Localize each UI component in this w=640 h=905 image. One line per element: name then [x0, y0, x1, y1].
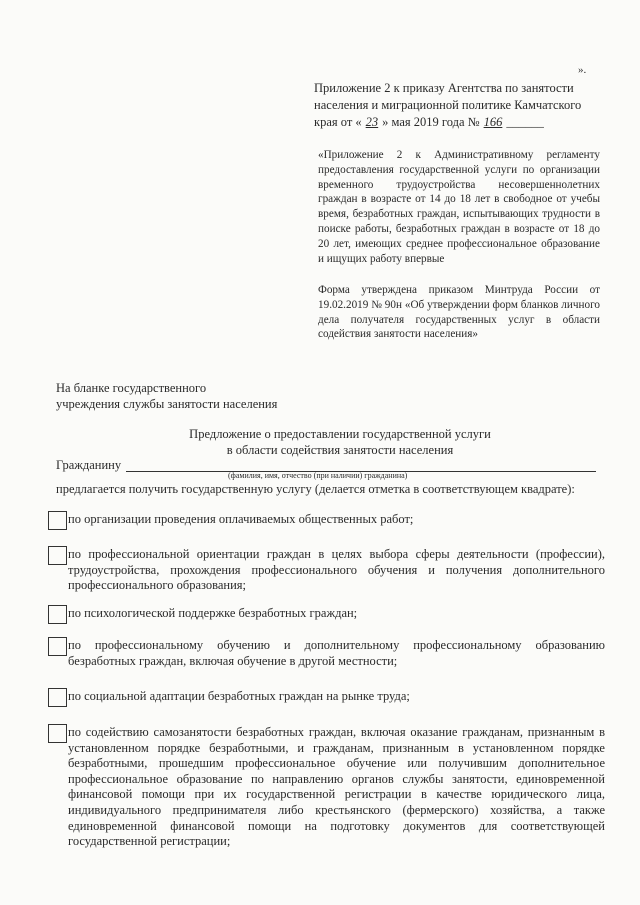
appendix-date-prefix: края от «	[314, 115, 362, 129]
option-checkbox[interactable]	[48, 724, 67, 743]
offer-instruction: предлагается получить государственную услугу (делается отметка в соответствующем квадрате):	[56, 482, 575, 496]
option-checkbox[interactable]	[48, 546, 67, 565]
form-approval-note: Форма утверждена приказом Минтруда России от 19.02.2019 № 90н «Об утверждении форм бланков личного дела получателя государственных услуг в области содействия занятости населения»	[318, 284, 600, 341]
closing-quote-mark: ».	[578, 64, 587, 76]
appendix-line-1: Приложение 2 к приказу Агентства по занятости	[314, 81, 574, 95]
appendix-header	[314, 80, 606, 131]
option-text: по содействию самозанятости безработных граждан, включая оказание гражданам, признанным в установленном порядке безработными, и гражданам, признанным в установленном порядке безработными, прошедшим профессиональное обучение или получившим дополнительное профессиональное образование по направлению органов службы занятости, единовременной финансовой помощи при их государственной регистрации в качестве юридического лица, индивидуального предпринимателя либо крестьянского (фермерского) хозяйства, а также единовременной финансовой помощи на подготовку документов для соответствующей государственной регистрации;	[68, 725, 605, 849]
appendix-day-handwritten: 23	[365, 115, 379, 129]
option-checkbox[interactable]	[48, 688, 67, 707]
appendix-line-3	[314, 114, 606, 131]
document-title-line-2: в области содействия занятости населения	[226, 443, 454, 457]
document-title	[100, 426, 580, 458]
regulation-reference: «Приложение 2 к Административному регламенту предоставления государственной услуги по организации временного трудоустройства несовершеннолетних граждан в возрасте от 14 до 18 лет в свободное от учебы время, безработных граждан, испытывающих трудности в поиске работы, безработных граждан в возрасте от 18 до 20 лет, имеющих среднее профессиональное образование и ищущих работу впервые	[318, 149, 600, 265]
option-checkbox[interactable]	[48, 605, 67, 624]
letterhead-note	[56, 380, 277, 412]
citizen-label: Гражданину	[56, 458, 122, 472]
appendix-line-2: населения и миграционной политике Камчатского	[314, 98, 582, 112]
citizen-field-hint: (фамилия, имя, отчество (при наличии) гражданина)	[228, 471, 408, 480]
option-checkbox[interactable]	[48, 511, 67, 530]
option-text: по профессиональной ориентации граждан в целях выбора сферы деятельности (профессии), трудоустройства, прохождения профессионального обучения и получения дополнительного профессионального образования;	[68, 547, 605, 593]
option-text: по профессиональному обучению и дополнительному профессиональному образованию безработных граждан, включая обучение в другой местности;	[68, 638, 605, 668]
option-checkbox[interactable]	[48, 637, 67, 656]
letterhead-note-line-1: На бланке государственного	[56, 381, 207, 395]
document-title-line-1: Предложение о предоставлении государственной услуги	[189, 427, 491, 441]
option-text: по социальной адаптации безработных граждан на рынке труда;	[68, 689, 410, 703]
appendix-date-mid: » мая 2019 года №	[382, 115, 480, 129]
appendix-number-underline: ______	[506, 115, 544, 129]
letterhead-note-line-2: учреждения службы занятости населения	[56, 397, 278, 411]
appendix-number-handwritten: 166	[483, 115, 503, 129]
option-text: по организации проведения оплачиваемых общественных работ;	[68, 512, 414, 526]
option-text: по психологической поддержке безработных граждан;	[68, 606, 358, 620]
